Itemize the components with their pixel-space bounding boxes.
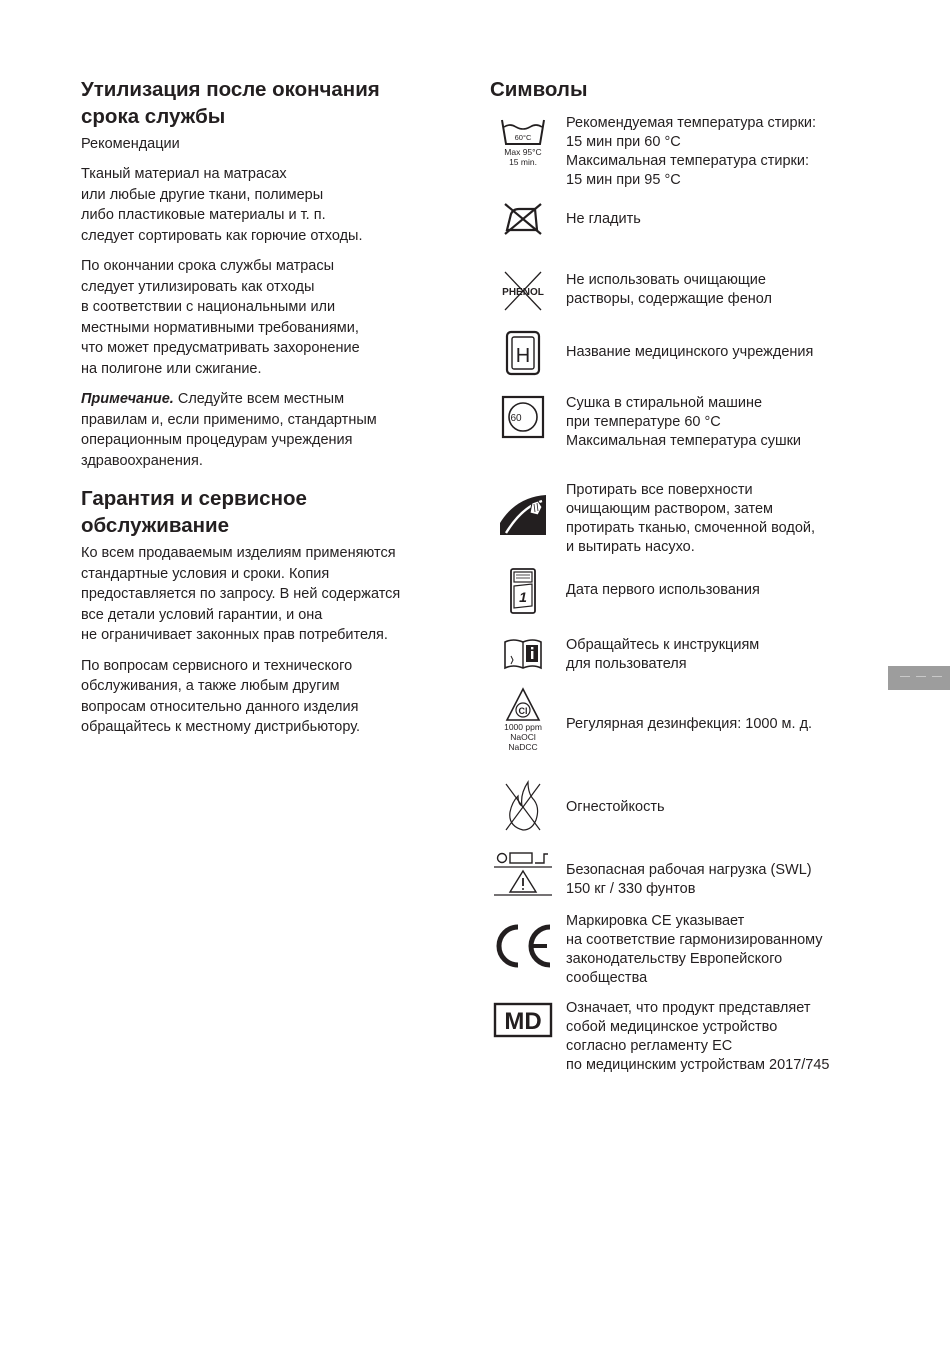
- symbol-description: [566, 210, 866, 229]
- text-line: предоставляется по запросу. В ней содержатся: [81, 586, 401, 602]
- symbol-description: [566, 798, 866, 817]
- disposal-paragraph-2: [81, 256, 461, 379]
- wipe-surface-icon: [490, 493, 556, 537]
- medical-device-icon: [490, 1001, 556, 1039]
- symbol-description: [566, 581, 866, 600]
- text-line: 150 кг / 330 фунтов: [566, 881, 696, 897]
- text-line: на соответствие гармонизированному: [566, 932, 823, 948]
- warranty-heading-line: Гарантия и сервисное: [81, 487, 307, 510]
- calendar-label: 1: [519, 589, 527, 605]
- text-line: для пользователя: [566, 656, 687, 672]
- text-line: Рекомендуемая температура стирки:: [566, 115, 817, 131]
- symbols-heading: Символы: [490, 78, 588, 101]
- hospital-label: H: [515, 345, 531, 367]
- note-label: Примечание.: [81, 391, 174, 407]
- section-side-tab: [888, 666, 950, 690]
- text-line: законодательству Европейского: [566, 951, 783, 967]
- instructions-icon: [490, 636, 556, 672]
- tumble-dry-icon: [490, 394, 556, 440]
- text-line: по медицинским устройствам 2017/745: [566, 1057, 830, 1073]
- disposal-heading: [81, 76, 461, 130]
- washing-temperature-icon: [490, 114, 556, 174]
- text-line: Не гладить: [566, 211, 641, 227]
- disposal-paragraph-1: [81, 164, 461, 246]
- left-column: [81, 76, 461, 738]
- text-line: все детали условий гарантии, и она: [81, 606, 323, 623]
- symbols-column: [490, 76, 890, 1073]
- text-line: Сушка в стиральной машине: [566, 395, 763, 411]
- text-line: Регулярная дезинфекция: 1000 м. д.: [566, 716, 813, 732]
- chlorine-disinfection-icon: [490, 686, 556, 756]
- text-line: 15 мин при 60 °C: [566, 134, 681, 150]
- calendar-icon: [490, 566, 556, 616]
- text-line: Обращайтесь к инструкциям: [566, 637, 760, 653]
- text-line: растворы, содержащие фенол: [566, 291, 773, 307]
- warranty-heading-line: обслуживание: [81, 514, 229, 537]
- text-line: Огнестойкость: [566, 799, 665, 815]
- symbol-description: [566, 481, 866, 557]
- text-line: Означает, что продукт представляет: [566, 1000, 811, 1016]
- text-line: или любые другие ткани, полимеры: [81, 186, 324, 203]
- text-line: согласно регламенту ЕС: [566, 1038, 733, 1054]
- text-line: Ко всем продаваемым изделиям применяются: [81, 545, 396, 561]
- text-line: местными нормативными требованиями,: [81, 319, 359, 336]
- text-line: Максимальная температура сушки: [566, 433, 802, 449]
- text-line: По вопросам сервисного и технического: [81, 657, 353, 674]
- dryer-label: 60: [510, 413, 522, 424]
- symbol-description: [566, 999, 866, 1075]
- text-line: Протирать все поверхности: [566, 482, 753, 498]
- text-line: следует сортировать как горючие отходы.: [81, 227, 363, 244]
- ce-mark-icon: [490, 922, 556, 970]
- wash-temp-label: 60°C: [514, 133, 532, 142]
- disposal-heading-line: Утилизация после окончания: [81, 78, 380, 101]
- symbol-description: [566, 715, 866, 734]
- text-line: обслуживания, а также любым другим: [81, 678, 340, 694]
- text-line: 15 мин при 95 °C: [566, 172, 681, 188]
- symbol-description: [566, 861, 866, 899]
- wash-time-label: 15 min.: [509, 157, 537, 167]
- text-line: правилам и, если применимо, стандартным: [81, 411, 377, 428]
- text-line: операционным процедурам учреждения: [81, 432, 353, 448]
- safe-working-load-icon: [490, 848, 556, 896]
- do-not-iron-icon: [490, 200, 556, 238]
- text-line: Название медицинского учреждения: [566, 344, 814, 360]
- text-line: протирать тканью, смоченной водой,: [566, 520, 816, 536]
- text-line: здравоохранения.: [81, 452, 203, 469]
- text-line: собой медицинское устройство: [566, 1019, 778, 1035]
- warranty-heading: [81, 485, 461, 539]
- text-line: и вытирать насухо.: [566, 539, 695, 555]
- text-line: Маркировка CE указывает: [566, 913, 745, 929]
- symbol-description: [566, 271, 866, 309]
- text-line: следует утилизировать как отходы: [81, 278, 315, 295]
- warranty-paragraph-2: [81, 656, 461, 738]
- symbol-description: [566, 343, 866, 362]
- text-line: Дата первого использования: [566, 582, 760, 598]
- no-phenol-icon: [490, 268, 556, 314]
- symbol-description: [566, 636, 866, 674]
- text-line: обращайтесь к местному дистрибьютору.: [81, 719, 361, 735]
- fire-resistant-icon: [490, 778, 556, 834]
- text-line: при температуре 60 °C: [566, 414, 721, 430]
- text-line: не ограничивает законных прав потребителя.: [81, 627, 388, 643]
- chlorine-naocl-label: NaOCl: [510, 732, 536, 742]
- md-label: MD: [504, 1008, 542, 1035]
- phenol-label: PHENOL: [502, 287, 544, 298]
- disposal-heading-line: срока службы: [81, 105, 226, 128]
- disposal-note: [81, 389, 461, 471]
- text-line: Тканый материал на матрасах: [81, 166, 287, 182]
- hospital-icon: [490, 330, 556, 376]
- ce-label: CE: [492, 922, 494, 923]
- symbol-description: [566, 912, 866, 988]
- chlorine-label: Cl: [518, 706, 528, 716]
- chlorine-nadcc-label: NaDCC: [508, 742, 538, 752]
- text-line: вопросам относительно данного изделия: [81, 698, 359, 715]
- text-line: По окончании срока службы матрасы: [81, 258, 335, 274]
- text-line: в соответствии с национальными или: [81, 299, 336, 315]
- symbol-description: [566, 394, 866, 451]
- text-line: очищающим раствором, затем: [566, 501, 773, 517]
- text-line: стандартные условия и сроки. Копия: [81, 565, 330, 582]
- text-line: Максимальная температура стирки:: [566, 153, 809, 169]
- warranty-paragraph-1: [81, 543, 461, 646]
- note-first-line: [81, 389, 461, 410]
- symbol-description: [566, 114, 866, 190]
- text-line: Не использовать очищающие: [566, 272, 766, 288]
- disposal-subtitle: Рекомендации: [81, 136, 180, 152]
- text-line: сообщества: [566, 970, 648, 986]
- text-line: Безопасная рабочая нагрузка (SWL): [566, 862, 812, 878]
- text-line: либо пластиковые материалы и т. п.: [81, 207, 326, 223]
- wash-max-label: Max 95°C: [504, 147, 542, 157]
- chlorine-ppm-label: 1000 ppm: [504, 722, 542, 732]
- note-text: Следуйте всем местным: [173, 391, 345, 407]
- text-line: на полигоне или сжигание.: [81, 360, 262, 377]
- text-line: что может предусматривать захоронение: [81, 340, 360, 356]
